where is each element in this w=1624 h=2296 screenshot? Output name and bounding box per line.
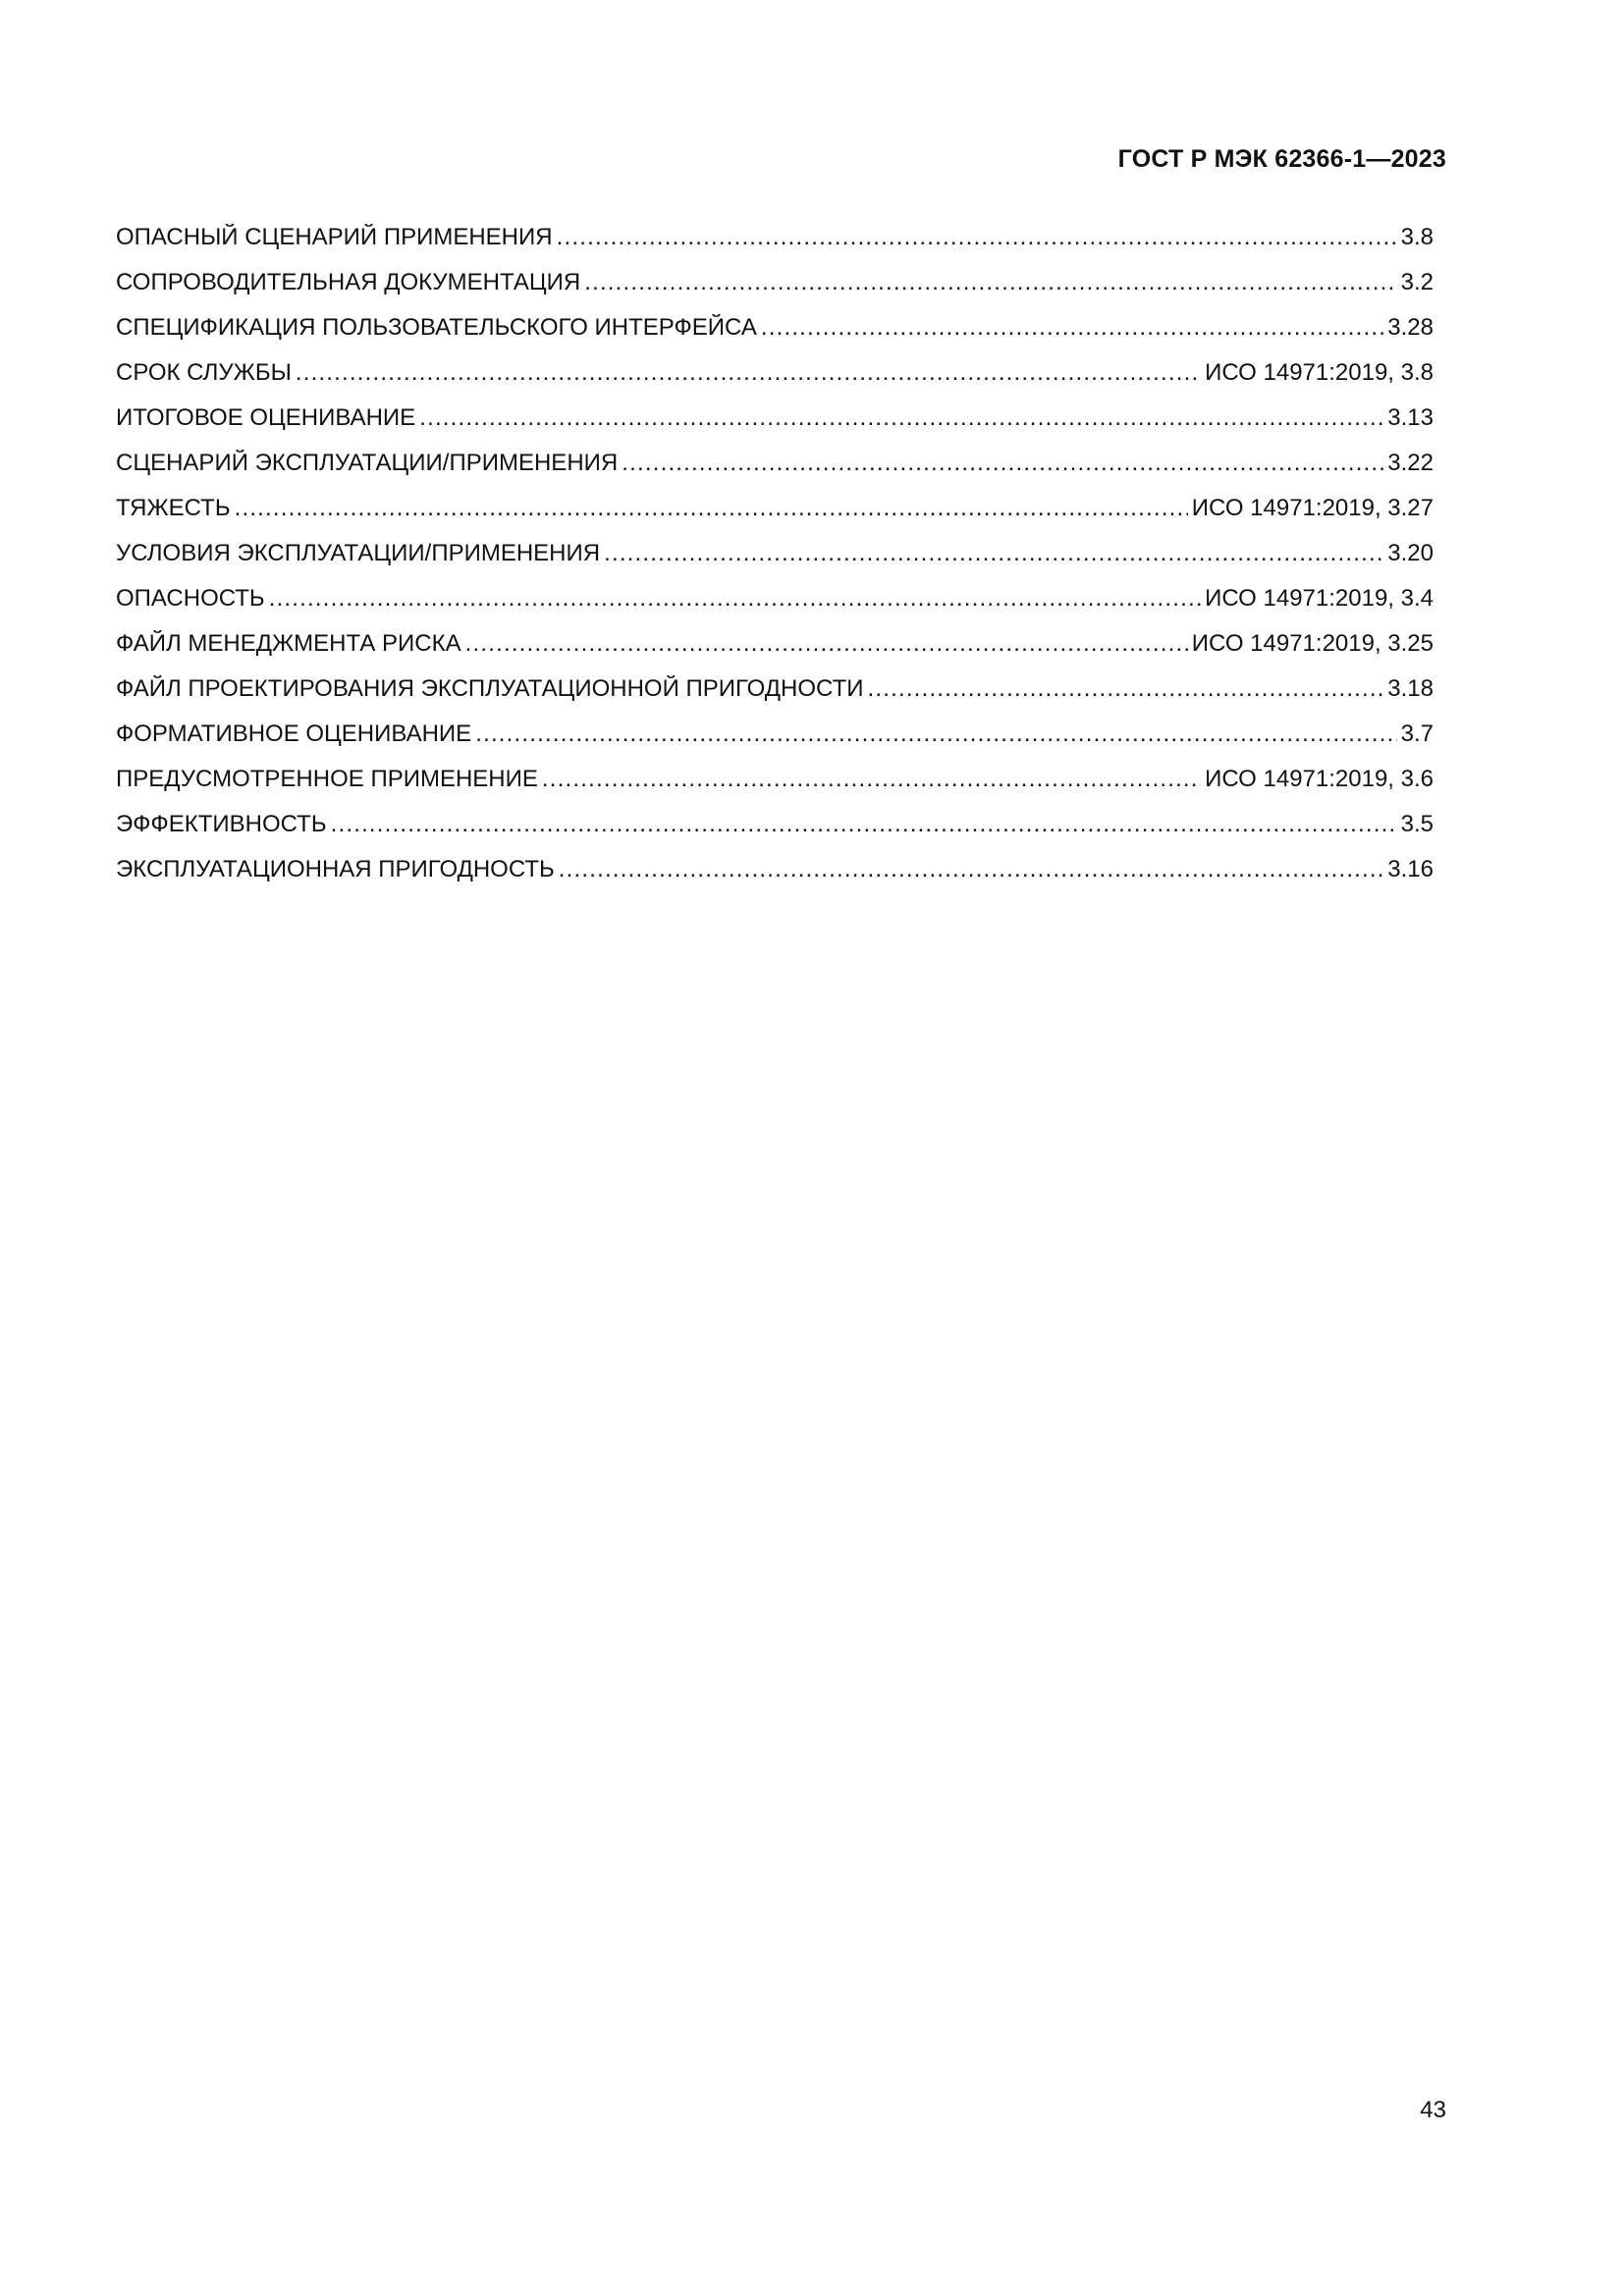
index-entry [116, 314, 1434, 359]
index-entry-term: СПЕЦИФИКАЦИЯ ПОЛЬЗОВАТЕЛЬСКОГО ИНТЕРФЕЙСА [116, 314, 757, 341]
dot-leader [296, 359, 1201, 387]
index-entry [116, 404, 1434, 450]
index-entry-reference: 3.22 [1387, 450, 1434, 476]
dot-leader [761, 314, 1383, 342]
page-number: 43 [1420, 2097, 1446, 2123]
index-entry-reference: 3.18 [1387, 675, 1434, 702]
dot-leader [475, 721, 1396, 748]
index-entry-term: ФОРМАТИВНОЕ ОЦЕНИВАНИЕ [116, 721, 472, 747]
index-entry [116, 269, 1434, 314]
dot-leader [269, 585, 1201, 613]
index-entry-reference: ИСО 14971:2019, 3.8 [1205, 359, 1434, 386]
index-entry-term: ТЯЖЕСТЬ [116, 495, 231, 521]
index-entry [116, 675, 1434, 721]
index-entry [116, 721, 1434, 766]
index-list [116, 224, 1434, 901]
index-entry-term: ЭКСПЛУАТАЦИОННАЯ ПРИГОДНОСТЬ [116, 856, 555, 882]
index-entry-term: ОПАСНЫЙ СЦЕНАРИЙ ПРИМЕНЕНИЯ [116, 224, 553, 250]
index-entry-reference: 3.2 [1400, 269, 1434, 295]
index-entry [116, 450, 1434, 495]
index-entry-term: СРОК СЛУЖБЫ [116, 359, 292, 386]
dot-leader [557, 224, 1397, 251]
index-entry [116, 585, 1434, 630]
index-entry-term: СОПРОВОДИТЕЛЬНАЯ ДОКУМЕНТАЦИЯ [116, 269, 581, 295]
index-entry-reference: ИСО 14971:2019, 3.6 [1205, 766, 1434, 792]
index-entry-reference: 3.13 [1387, 404, 1434, 431]
dot-leader [622, 450, 1383, 477]
index-entry-term: ФАЙЛ ПРОЕКТИРОВАНИЯ ЭКСПЛУАТАЦИОННОЙ ПРИГОДНОСТИ [116, 675, 864, 702]
index-entry [116, 630, 1434, 675]
index-entry-term: ФАЙЛ МЕНЕДЖМЕНТА РИСКА [116, 630, 461, 657]
index-entry-term: ПРЕДУСМОТРЕННОЕ ПРИМЕНЕНИЕ [116, 766, 538, 792]
index-entry-reference: 3.28 [1387, 314, 1434, 341]
index-entry-reference: 3.8 [1400, 224, 1434, 250]
index-entry-reference: ИСО 14971:2019, 3.25 [1191, 630, 1434, 657]
index-entry-reference: 3.16 [1387, 856, 1434, 882]
index-entry [116, 224, 1434, 269]
index-entry-reference: ИСО 14971:2019, 3.4 [1205, 585, 1434, 612]
dot-leader [868, 675, 1384, 703]
document-code-header: ГОСТ Р МЭК 62366-1—2023 [1117, 145, 1446, 173]
index-entry [116, 856, 1434, 901]
dot-leader [419, 404, 1383, 432]
index-entry-term: ЭФФЕКТИВНОСТЬ [116, 811, 327, 837]
index-entry-reference: ИСО 14971:2019, 3.27 [1191, 495, 1434, 521]
dot-leader [542, 766, 1201, 793]
dot-leader [559, 856, 1384, 883]
dot-leader [584, 269, 1396, 296]
index-entry [116, 495, 1434, 540]
index-entry-term: СЦЕНАРИЙ ЭКСПЛУАТАЦИИ/ПРИМЕНЕНИЯ [116, 450, 619, 476]
index-entry-reference: 3.5 [1400, 811, 1434, 837]
index-entry-term: УСЛОВИЯ ЭКСПЛУАТАЦИИ/ПРИМЕНЕНИЯ [116, 540, 601, 566]
index-entry [116, 811, 1434, 856]
dot-leader [604, 540, 1383, 567]
index-entry-term: ОПАСНОСТЬ [116, 585, 265, 612]
index-entry [116, 766, 1434, 811]
dot-leader [465, 630, 1188, 658]
dot-leader [331, 811, 1397, 838]
dot-leader [235, 495, 1188, 522]
index-entry-term: ИТОГОВОЕ ОЦЕНИВАНИЕ [116, 404, 416, 431]
index-entry [116, 540, 1434, 585]
index-entry-reference: 3.20 [1387, 540, 1434, 566]
index-entry-reference: 3.7 [1400, 721, 1434, 747]
index-entry [116, 359, 1434, 404]
